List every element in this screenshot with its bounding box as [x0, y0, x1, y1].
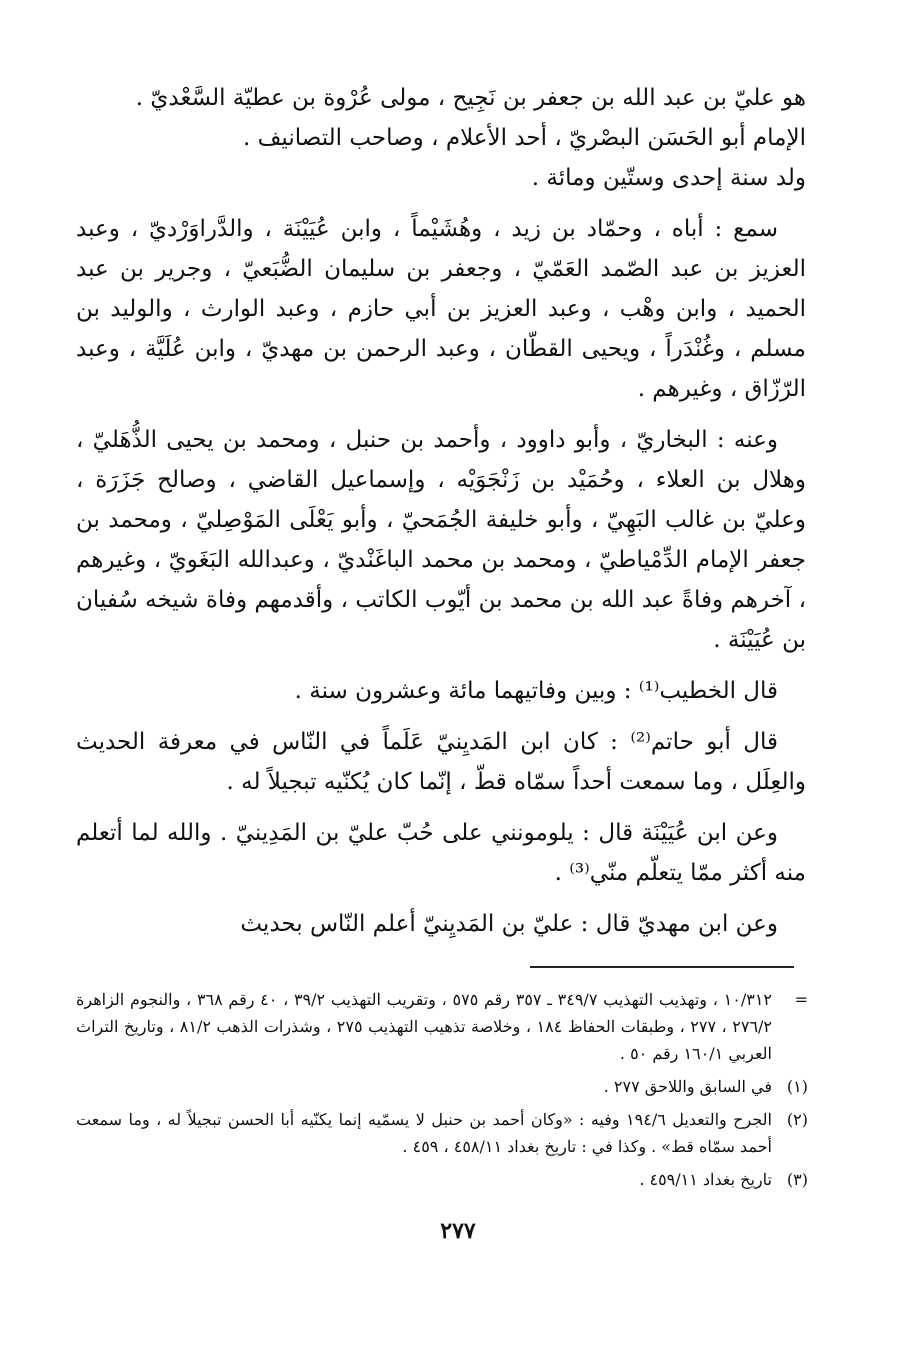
students-paragraph: وعنه : البخاريّ ، وأبو داوود ، وأحمد بن حنبل ، ومحمد بن يحيى الذُّهَليّ ، وهلال بن العلاء ، وحُمَيْد بن زَنْجَوَيْه ، وإسماعيل القاضي ، وصالح جَزَرَة ، وعليّ بن غالب البَهِيّ ، وأبو خليفة الجُمَحيّ ، وأبو يَعْلَى المَوْصِليّ ، ومحمد بن جعفر الإمام الدِّمْياطيّ ، ومحمد بن محمد الباغَنْديّ ، وعبدالله البَغَويّ ، وغيرهم ، آخرهم وفاةً عبد الله بن محمد بن أيّوب الكاتب ، وأقدمهم وفاة شيخه سُفيان بن عُيَيْنَة .	[76, 427, 806, 653]
footnote-3	[76, 1166, 808, 1193]
footnote-1	[76, 1073, 808, 1100]
footnote-marker: =	[794, 990, 808, 1009]
main-text-body	[76, 78, 806, 955]
footnote-text: ١٠/٣١٢ ، وتهذيب التهذيب ٣٤٩/٧ ـ ٣٥٧ رقم ٥٧٥ ، وتقريب التهذيب ٣٩/٢ ، ٤٠ رقم ٣٦٨ ، والنجوم الزاهرة ٢٧٦/٢ ، ٢٧٧ ، وطبقات الحفاظ ١٨٤ ، وخلاصة تذهيب التهذيب ٢٧٥ ، وشذرات الذهب ٨١/٢ ، وتاريخ التراث العربي ١٦٠/١ رقم ٥٠ .	[76, 990, 773, 1063]
footnote-marker: (٢)	[786, 1110, 808, 1129]
bio-line-1: هو عليّ بن عبد الله بن جعفر بن نَجِيح ، مولى عُرْوة بن عطيّة السَّعْديّ .	[135, 85, 806, 111]
footnote-marker: (١)	[786, 1077, 808, 1096]
footnote-separator	[530, 966, 794, 968]
footnote-continuation	[76, 986, 808, 1067]
khatib-quote: قال الخطيب⁽¹⁾ : وبين وفاتيهما مائة وعشرون سنة .	[294, 678, 778, 704]
footnote-text: الجرح والتعديل ١٩٤/٦ وفيه : «وكان أحمد بن حنبل لا يسمّيه إنما يكنّيه أبا الحسن تبجيلاً له ، وما سمعت أحمد سمّاه قط» . وكذا في : تاريخ بغداد ٤٥٨/١١ ، ٤٥٩ .	[76, 1110, 772, 1156]
footnote-text: تاريخ بغداد ٤٥٩/١١ .	[639, 1170, 772, 1189]
ibn-uyaynah-quote: وعن ابن عُيَيْنَة قال : يلومونني على حُبّ عليّ بن المَدِينيّ . والله لما أتعلم منه أكثر ممّا يتعلّم منّي⁽³⁾ .	[76, 820, 806, 886]
abu-hatim-quote: قال أبو حاتم⁽²⁾ : كان ابن المَديِنيّ عَلَماً في النّاس في معرفة الحديث والعِلَل ، وما سمعت أحداً سمّاه قطّ ، إنّما كان يُكنّيه تبجيلاً له .	[76, 729, 806, 795]
footnotes	[76, 986, 808, 1199]
page-number: ٢٧٧	[440, 1218, 476, 1244]
teachers-paragraph: سمع : أباه ، وحمّاد بن زيد ، وهُشَيْماً ، وابن عُيَيْنَة ، والدَّراوَرْديّ ، وعبد العزيز بن عبد الصّمد العَمّيّ ، وجعفر بن سليمان الضُّبَعيّ ، وجرير بن عبد الحميد ، وابن وهْب ، وعبد العزيز بن أبي حازم ، وعبد الوارث ، والوليد بن مسلم ، وغُنْدَراً ، ويحيى القطّان ، وعبد الرحمن بن مهديّ ، وابن عُلَيَّة ، وعبد الرّزّاق ، وغيرهم .	[76, 216, 806, 402]
footnote-2	[76, 1106, 808, 1160]
footnote-marker: (٣)	[786, 1170, 808, 1189]
bio-line-3: ولد سنة إحدى وستّين ومائة .	[531, 165, 806, 191]
footnote-text: في السابق واللاحق ٢٧٧ .	[603, 1077, 772, 1096]
ibn-mahdi-quote: وعن ابن مهديّ قال : عليّ بن المَديِنيّ أعلم النّاس بحديث	[240, 911, 778, 937]
bio-line-2: الإمام أبو الحَسَن البصْريّ ، أحد الأعلام ، وصاحب التصانيف .	[242, 125, 806, 151]
